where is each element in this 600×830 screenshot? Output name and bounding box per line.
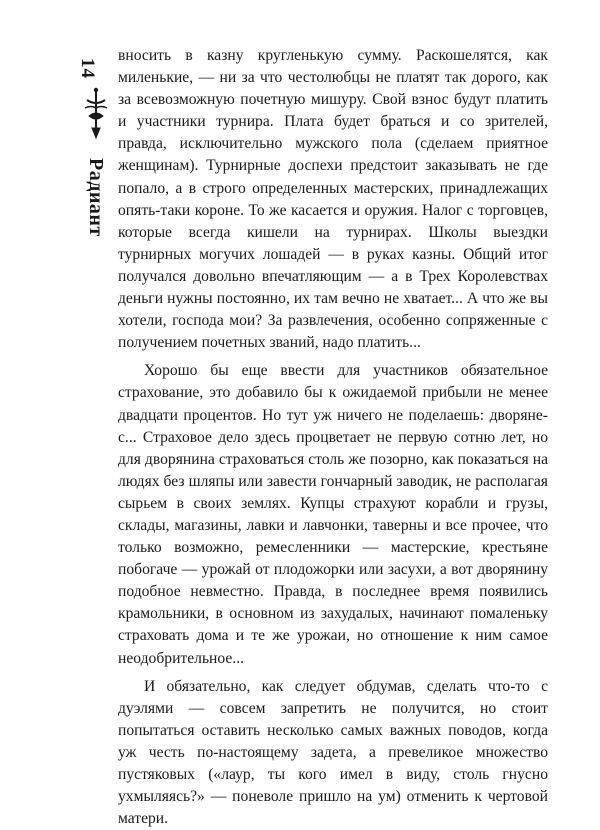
page-number: 14: [77, 58, 98, 79]
paragraph-3: И обязательно, как следует обдумав, сделать что-то с дуэлями — совсем запретить не получится, но стоит попытаться оставить несколько самых важных поводов, когда уж честь по-настоящему задета, а превеликое множество пустяковых («лаур, ты кого имел в виду, столь гнусно ухмыляясь?» — поневоле пришло на ум) отменить к чертовой матери.: [118, 677, 548, 828]
body-text: [118, 45, 548, 830]
sword-ornament-icon: [83, 86, 109, 140]
paragraph-1: вносить в казну кругленькую сумму. Раскошелятся, как миленькие, — ни за что честолюбцы не платят так дорого, как за всевозможную почетную мишуру. Свой взнос будут платить и участники турнира. Плата будет браться и со зрителей, правда, исключительно мужского пола (сделаем приятное женщинам). Турнирные доспехи предстоит заказывать не где попало, а в строго определенных мастерских, принадлежащих опять-таки короне. То же касается и оружия. Налог с торговцев, которые всегда кишели на турнирах. Школы выездки турнирных могучих лошадей — в руках казны. Общий итог получался довольно впечатляющим — а в Трех Королевствах деньги нужны постоянно, их там вечно не хватает... А что же вы хотели, господа мои? За развлечения, особенно сопряженные с получением почетных званий, надо платить...: [118, 47, 548, 352]
paragraph-2: Хорошо бы еще ввести для участников обязательное страхование, это добавило бы к ожидаемой прибыли не менее двадцати процентов. Но тут уж ничего не поделаешь: дворяне-с... Страховое дело здесь процветает не первую сотню лет, но для дворянина страховаться столь же позорно, как показаться на людях без шляпы или завести гончарный заводик, не располагая сырьем в своих землях. Купцы страхуют корабли и грузы, склады, магазины, лавки и лавчонки, таверны и все прочее, что только возможно, ремесленники — мастерские, крестьяне побогаче — урожай от плодожорки или засухи, а вот дворянину подобное невместно. Правда, в последнее время появились крамольники, в основном из захудалых, начинают помаленьку страховать дома и те же урожаи, но отношение к ним самое неодобрительное...: [118, 362, 548, 667]
running-title: Радиант: [85, 158, 107, 237]
